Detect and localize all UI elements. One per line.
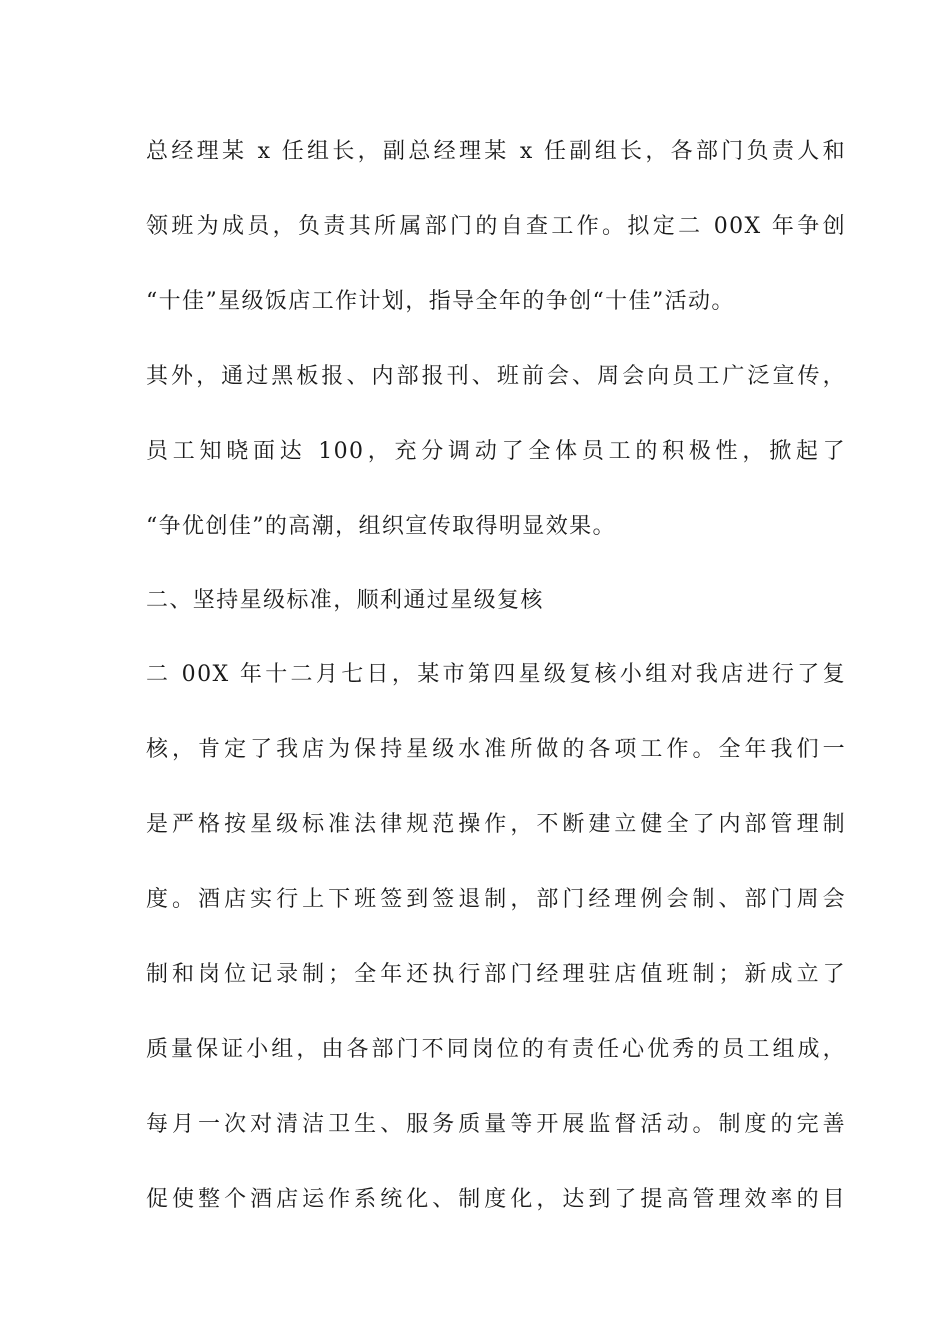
- text-line-15: 促使整个酒店运作系统化、制度化，达到了提高管理效率的目: [146, 1187, 846, 1212]
- text-line-1: 总经理某 x 任组长，副总经理某 x 任副组长，各部门负责人和: [146, 139, 846, 164]
- text-line-14: 每月一次对清洁卫生、服务质量等开展监督活动。制度的完善: [146, 1112, 846, 1137]
- section-heading: 二、坚持星级标准，顺利通过星级复核: [146, 588, 544, 613]
- text-line-12: 制和岗位记录制；全年还执行部门经理驻店值班制；新成立了: [146, 962, 846, 987]
- text-line-3: “十佳”星级饭店工作计划，指导全年的争创“十佳”活动。: [146, 289, 735, 314]
- text-line-13: 质量保证小组，由各部门不同岗位的有责任心优秀的员工组成，: [146, 1037, 846, 1062]
- text-line-2: 领班为成员，负责其所属部门的自查工作。拟定二 00X 年争创: [146, 214, 846, 239]
- text-line-9: 核，肯定了我店为保持星级水准所做的各项工作。全年我们一: [146, 737, 846, 762]
- text-line-5: 员工知晓面达 100，充分调动了全体员工的积极性，掀起了: [146, 439, 846, 464]
- text-line-8: 二 00X 年十二月七日，某市第四星级复核小组对我店进行了复: [146, 662, 846, 687]
- text-line-10: 是严格按星级标准法律规范操作，不断建立健全了内部管理制: [146, 812, 846, 837]
- text-line-4: 其外，通过黑板报、内部报刊、班前会、周会向员工广泛宣传，: [146, 364, 846, 389]
- text-line-6: “争优创佳”的高潮，组织宣传取得明显效果。: [146, 514, 616, 539]
- text-line-11: 度。酒店实行上下班签到签退制，部门经理例会制、部门周会: [146, 887, 846, 912]
